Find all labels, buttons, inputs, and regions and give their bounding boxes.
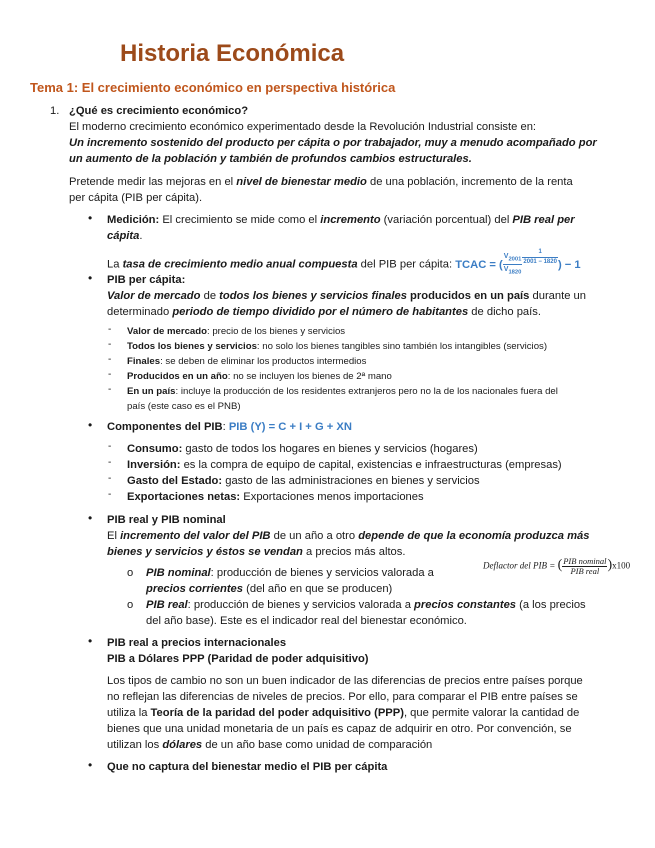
list-number: 1. <box>50 105 60 117</box>
medicion-line: cápita. <box>107 230 143 242</box>
medicion-line: Medición: El crecimiento se mide como el incremento (variación porcentual) del PIB real per <box>107 214 575 226</box>
pib-pc-line: Valor de mercado de todos los bienes y servicios finales producidos en un país durante un <box>107 290 586 302</box>
real-line: del año base). Este es el indicador real del bienestar económico. <box>146 615 467 627</box>
real-nominal-line: bienes y servicios y éstos se vendan a precios más altos. <box>107 546 406 558</box>
dash-icon: - <box>108 473 112 484</box>
bullet-icon: • <box>88 634 93 648</box>
ppp-line: utiliza la Teoría de la paridad del poder adquisitivo (PPP), que permite valorar la cantidad de <box>107 707 580 719</box>
dash-icon: - <box>108 324 112 335</box>
list-item: Consumo: gasto de todos los hogares en bienes y servicios (hogares) <box>127 443 478 455</box>
list-item: Todos los bienes y servicios: no solo los bienes tangibles sino también los intangibles (servicios) <box>127 341 548 352</box>
ppp-heading: PIB real a precios internacionales <box>107 637 287 649</box>
bullet-icon: • <box>88 758 93 772</box>
deflactor-formula: Deflactor del PIB = ( $\frac{\text{PIB nominal}}{\text{PIB real}}$ )x100 <box>483 556 631 576</box>
componentes-heading: Componentes del PIB: PIB (Y) = C + I + G + XN <box>107 421 352 433</box>
dash-icon: - <box>108 369 112 380</box>
tcac-formula: TCAC = ( $\frac{V_{2001}}{V_{1820}}$ $\frac{1}{2001 - 1820}$ ) − 1 <box>455 249 581 276</box>
list-item-continuation: país (este caso es el PNB) <box>127 401 241 412</box>
pib-pc-heading: PIB per cápita: <box>107 274 186 286</box>
list-item: Valor de mercado: precio de los bienes y servicios <box>127 326 346 337</box>
definition-intro: El moderno crecimiento económico experimentado desde la Revolución Industrial consiste en: <box>69 121 537 133</box>
ppp-line: no reflejan las diferencias de niveles de precios. Por ello, para comparar el PIB entre países se <box>107 691 578 703</box>
tasa-line: La tasa de crecimiento medio anual compuesta del PIB per cápita: TCAC = ( $\frac{V_{2001}}{V_{1820}}$ $\frac{1}{2001 - 1820}$ ) − 1 <box>107 249 581 276</box>
bullet-icon: • <box>88 211 93 225</box>
dash-icon: - <box>108 339 112 350</box>
dash-icon: - <box>108 354 112 365</box>
ppp-line: Los tipos de cambio no son un buen indicador de las diferencias de precios entre países porque <box>107 675 583 687</box>
dash-icon: - <box>108 384 112 395</box>
definition-line: Un incremento sostenido del producto per cápita o por trabajador, muy a menudo acompañado por <box>69 137 597 149</box>
list-item: Gasto del Estado: gasto de las administraciones en bienes y servicios <box>127 475 480 487</box>
nominal-line: precios corrientes (del año en que se producen) <box>146 583 393 595</box>
ppp-line: bienes que una unidad monetaria de un país es capaz de adquirir en otro. Por convención, se <box>107 723 572 735</box>
paragraph-line: per cápita (PIB per cápita). <box>69 192 203 204</box>
definition-line: un aumento de la población y también de profundos cambios estructurales. <box>69 153 472 165</box>
bullet-icon: • <box>88 418 93 432</box>
real-nominal-heading: PIB real y PIB nominal <box>107 514 226 526</box>
list-item: En un país: incluye la producción de los residentes extranjeros pero no la de los nacionales fuera del <box>127 386 558 397</box>
real-nominal-line: El incremento del valor del PIB de un año a otro depende de que la economía produzca más <box>107 530 590 542</box>
pib-pc-line: determinado periodo de tiempo dividido por el número de habitantes de dicho país. <box>107 306 541 318</box>
real-line: PIB real: producción de bienes y servicios valorada a precios constantes (a los precios <box>146 599 586 611</box>
circle-bullet-icon: o <box>127 567 134 579</box>
ppp-subheading: PIB a Dólares PPP (Paridad de poder adquisitivo) <box>107 653 369 665</box>
question-heading: ¿Qué es crecimiento económico? <box>69 105 249 117</box>
dash-icon: - <box>108 489 112 500</box>
document-title: Historia Económica <box>120 40 345 67</box>
list-item: Exportaciones netas: Exportaciones menos importaciones <box>127 491 424 503</box>
list-item: Finales: se deben de eliminar los productos intermedios <box>127 356 367 367</box>
dash-icon: - <box>108 457 112 468</box>
paragraph-line: Pretende medir las mejoras en el nivel de bienestar medio de una población, incremento de la renta <box>69 176 573 188</box>
ppp-line: utilizan los dólares de un año base como unidad de comparación <box>107 739 433 751</box>
nominal-line: PIB nominal: producción de bienes y servicios valorada a <box>146 567 434 579</box>
topic-heading: Tema 1: El crecimiento económico en perspectiva histórica <box>30 80 396 95</box>
dash-icon: - <box>108 441 112 452</box>
bullet-icon: • <box>88 511 93 525</box>
last-heading: Que no captura del bienestar medio el PIB per cápita <box>107 761 388 773</box>
circle-bullet-icon: o <box>127 599 134 611</box>
list-item: Inversión: es la compra de equipo de capital, existencias e infraestructuras (empresas) <box>127 459 562 471</box>
bullet-icon: • <box>88 271 93 285</box>
list-item: Producidos en un año: no se incluyen los bienes de 2ª mano <box>127 371 392 382</box>
